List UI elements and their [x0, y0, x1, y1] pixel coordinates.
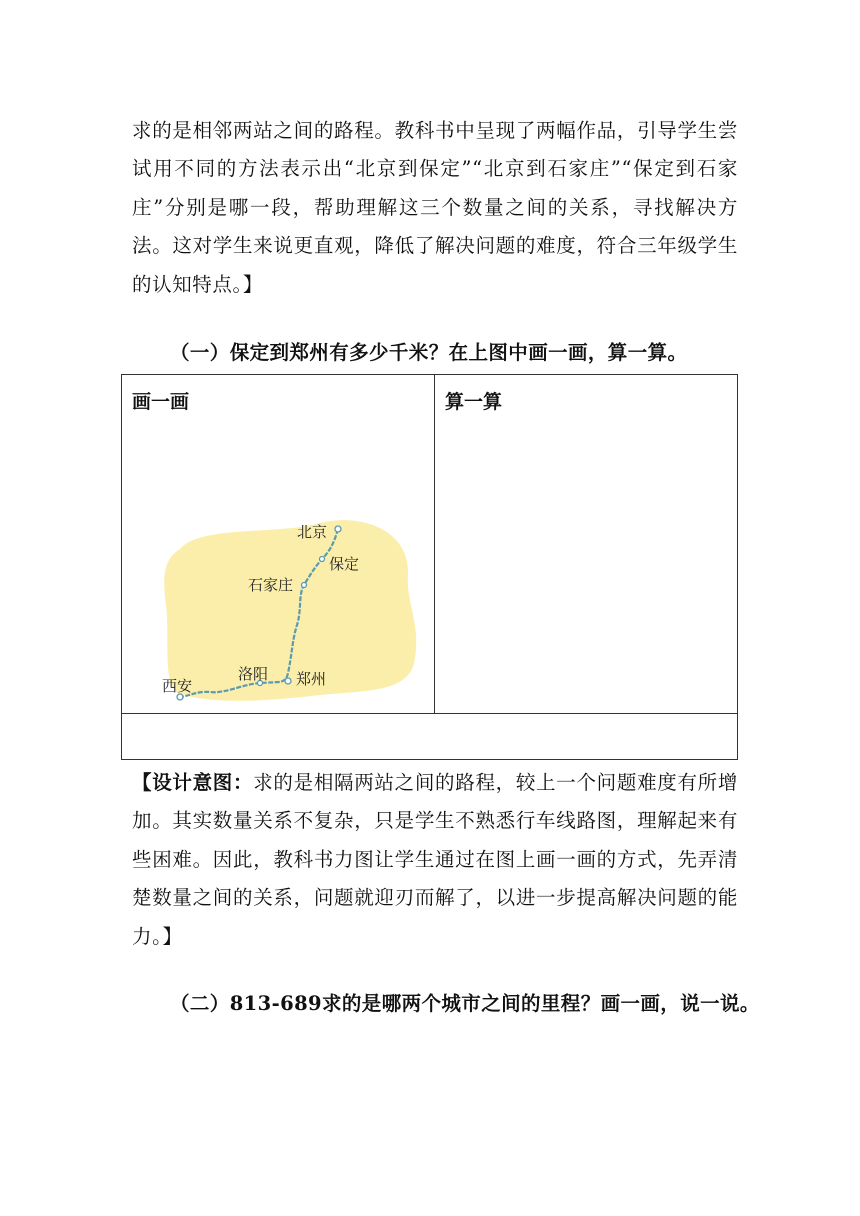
calc-cell[interactable]: [435, 375, 738, 714]
railway-route-map: [160, 515, 422, 707]
beijing-station: [335, 526, 341, 532]
question-1: （一）保定到郑州有多少千米？在上图中画一画，算一算。: [170, 341, 688, 364]
design-intent-paragraph: [132, 764, 738, 956]
design-intent-text: 求的是相隔两站之间的路程，较上一个问题难度有所增加。其实数量关系不复杂，只是学生不熟悉行车线路图，理解起来有些困难。因此，教科书力图让学生通过在图上画一画的方式，先弄清楚数量之间的关系，问题就迎刃而解了，以进一步提高解决问题的能力。】: [132, 771, 738, 948]
land-shape: [164, 520, 416, 701]
zhengzhou-station: [285, 678, 291, 684]
calc-label: 算一算: [445, 391, 503, 413]
shijiazhuang-station: [302, 583, 307, 588]
draw-label: 画一画: [132, 391, 190, 413]
question-2: （二）813-689求的是哪两个城市之间的里程？画一画，说一说。: [170, 992, 760, 1015]
zhengzhou-label: 郑州: [296, 670, 327, 688]
beijing-label: 北京: [297, 523, 328, 541]
answer-cell[interactable]: [122, 714, 738, 760]
luoyang-label: 洛阳: [238, 665, 269, 683]
xian-label: 西安: [162, 677, 193, 695]
baoding-station: [320, 557, 325, 562]
design-intent-label: 【设计意图：: [132, 771, 254, 794]
baoding-label: 保定: [329, 555, 360, 573]
shijiazhuang-label: 石家庄: [248, 576, 294, 594]
intro-paragraph: 求的是相邻两站之间的路程。教科书中呈现了两幅作品，引导学生尝试用不同的方法表示出“北京到保定”“北京到石家庄”“保定到石家庄”分别是哪一段，帮助理解这三个数量之间的关系，寻找解决方法。这对学生来说更直观，降低了解决问题的难度，符合三年级学生的认知特点。】: [132, 119, 738, 296]
